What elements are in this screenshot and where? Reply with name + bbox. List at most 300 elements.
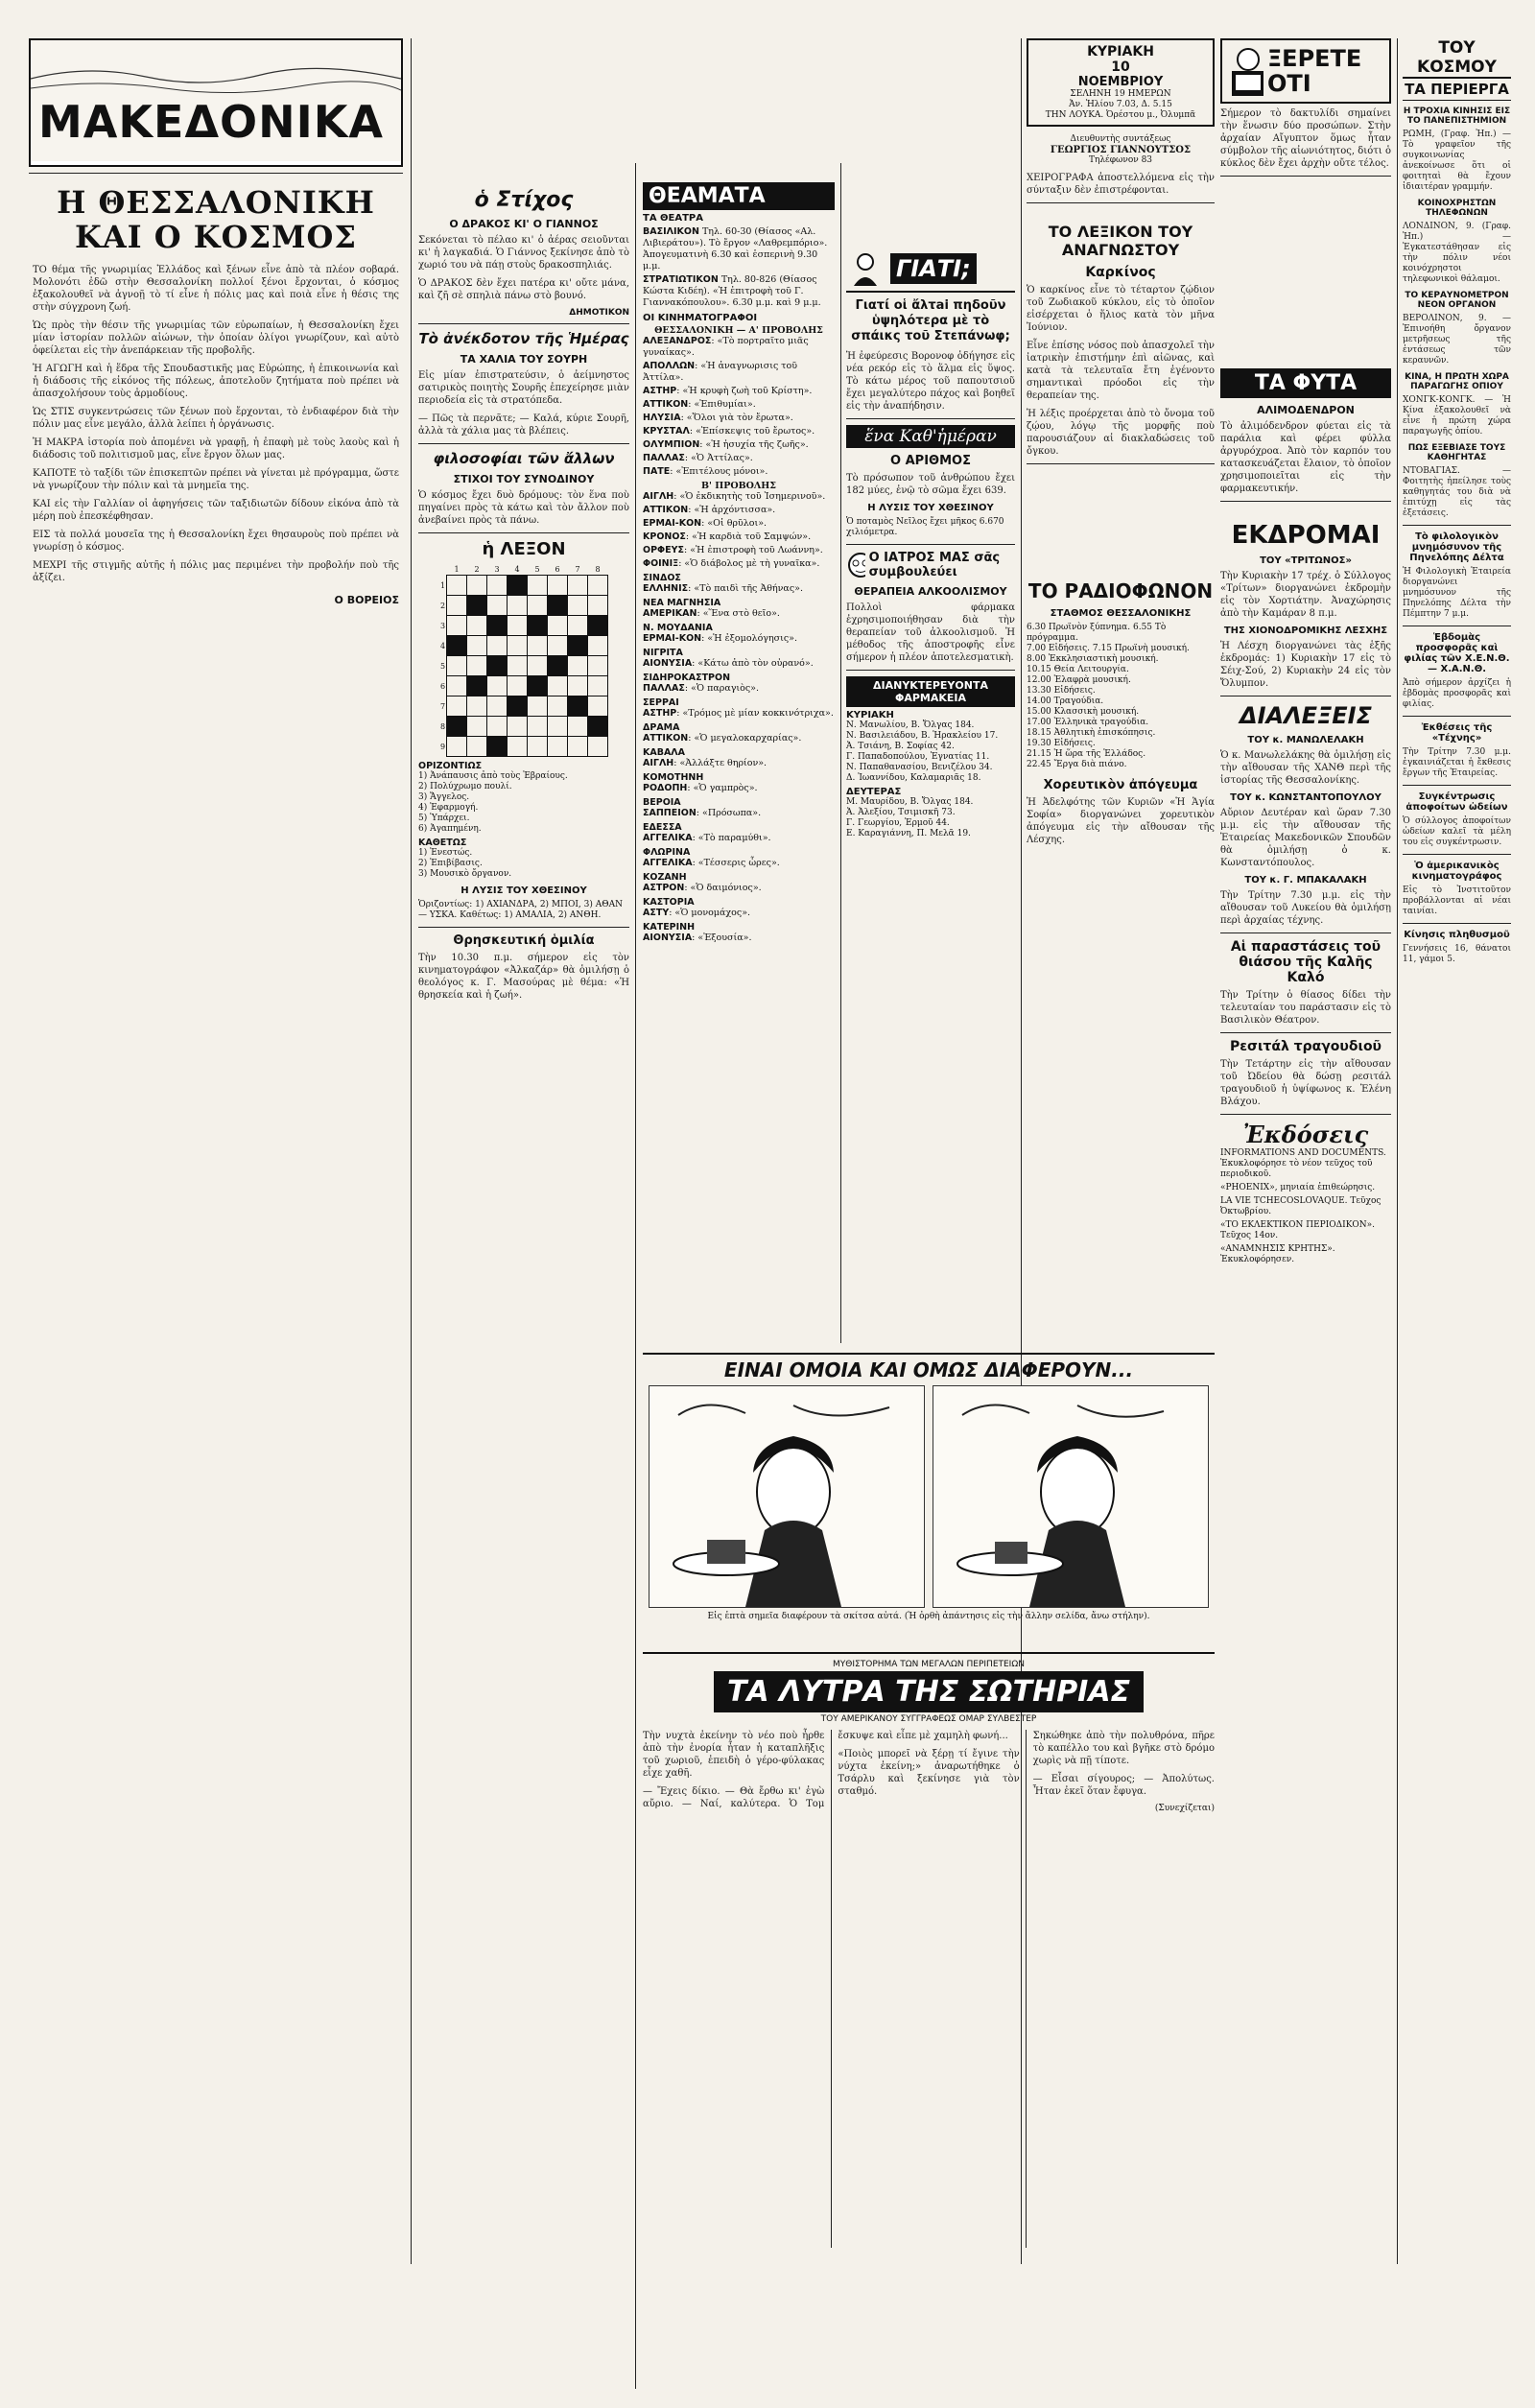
- cinema-entry: [643, 833, 835, 844]
- lecture-head: ΤΟΥ κ. ΜΑΝΩΛΕΛΑΚΗ: [1247, 735, 1364, 745]
- lead-paragraph: ΚΑΙ εἰς τὴν Γαλλίαν οἱ ἀφηγήσεις τῶν ταξιδιωτῶν δίδουν εἰκόνα ἀπὸ τὰ μέρη ποὺ ἐπεσκέφθησαν.: [33, 499, 399, 522]
- crossword-clue: 1) Ἐνεστώς.: [418, 848, 473, 858]
- lead-signature: Ο ΒΟΡΕΙΟΣ: [334, 594, 399, 606]
- crossword-down-title: ΚΑΘΕΤΩΣ: [418, 838, 467, 848]
- radio-program-item: 21.15 Ἡ ὥρα τῆς Ἑλλάδος.: [1027, 749, 1146, 759]
- serial-paragraph: Τὴν νυχτὰ ἐκείνην τὸ νέο ποὺ ἦρθε ἀπὸ τὴν ἐνορία ἦταν ἡ καταπλῆξις τοῦ χωριοῦ, ἐπειδὴ ὁ γέρο-φύλακας εἶχε χαθῆ.: [643, 1731, 825, 1779]
- cinema-name: ΕΛΛΗΝΙΣ: [643, 583, 689, 594]
- crossword-cell[interactable]: [508, 616, 528, 636]
- cinema-entry: [643, 783, 835, 794]
- crossword-col-number: 1: [454, 564, 460, 574]
- dance-text: Ἡ Ἀδελφότης τῶν Κυριῶν «Ἡ Ἁγία Σοφία» διοργανώνει χορευτικὸν ἀπόγευμα εἰς τὴν αἴθουσαν τῆς Λέσχης.: [1027, 797, 1215, 845]
- cinema-film: : «Ἐξουσία».: [692, 933, 752, 943]
- pharmacy-entry: Γ. Παπαδοπούλου, Ἐγνατίας 11.: [846, 752, 990, 762]
- publication-item: LA VIE TCHECOSLOVAQUE. Τεῦχος Ὀκτωβρίου.: [1220, 1196, 1382, 1216]
- cinema-name: ΣΑΠΠΕΙΟΝ: [643, 808, 697, 818]
- crossword-cell[interactable]: [508, 596, 528, 616]
- crossword-block: [528, 616, 548, 636]
- number-text: Τὸ πρόσωπον τοῦ ἀνθρώπου ἔχει 182 μύες, ἐνῷ τὸ σῶμα ἔχει 639.: [846, 473, 1015, 496]
- crossword-cell[interactable]: [487, 576, 508, 596]
- cinema-entry: ΦΟΙΝΙΞ: «Ὁ διάβολος μὲ τὴ γυναῖκα».: [643, 558, 820, 569]
- crossword-clue: 6) Ἀγαπημένη.: [418, 824, 482, 834]
- cinema-entry: [643, 908, 835, 919]
- recital-title: Ρεσιτάλ τραγουδιοῦ: [1229, 1039, 1382, 1054]
- woman-with-table-icon: [649, 1386, 924, 1607]
- cinema-name: ΑΤΤΙΚΟΝ: [643, 505, 689, 515]
- lead-body: [29, 264, 403, 606]
- spot-illustration-right: [933, 1385, 1209, 1608]
- number-solution: Ὁ ποταμὸς Νεῖλος ἔχει μῆκος 6.670 χιλιόμετρα.: [846, 517, 1004, 537]
- crossword-block: [467, 596, 487, 616]
- world-text: ΝΤΟΒΑΓΙΑΣ. — Φοιτητὴς ἠπείλησε τοὺς καθηγητάς του διὰ νὰ ἐπιτύχῃ εἰς τὰς ἐξετάσεις.: [1403, 466, 1511, 518]
- publication-item: INFORMATIONS AND DOCUMENTS. Ἐκυκλοφόρησε τὸ νέον τεῦχος τοῦ περιοδικοῦ.: [1220, 1148, 1386, 1179]
- cinema-entry: ΚΡΟΝΟΣ: «Ἡ καρδιὰ τοῦ Σαμψών».: [643, 531, 812, 542]
- theatre-entry: [643, 226, 835, 272]
- serial-paragraph: Σηκώθηκε ἀπὸ τὴν πολυθρόνα, πῆρε τὸ καπέλλο του καὶ βγῆκε στὸ δρόμο χωρὶς νὰ πῇ τίποτε.: [1032, 1731, 1215, 1766]
- radio-program-item: 12.00 Ἑλαφρὰ μουσική.: [1027, 675, 1131, 685]
- crossword-cell[interactable]: [528, 696, 548, 717]
- crossword-cell[interactable]: [568, 676, 588, 696]
- cinema-name: ΑΤΤΙΚΟΝ: [643, 733, 689, 744]
- date-box: [1027, 38, 1215, 127]
- crossword-block: [548, 596, 568, 616]
- crossword-cell[interactable]: [487, 596, 508, 616]
- cinema-name: ΠΑΛΛΑΣ: [643, 683, 685, 694]
- crossword-cell[interactable]: [467, 656, 487, 676]
- serial-kicker: ΜΥΘΙΣΤΟΡΗΜΑ ΤΩΝ ΜΕΓΑΛΩΝ ΠΕΡΙΠΕΤΕΙΩΝ: [833, 1660, 1025, 1669]
- crossword-row-number: 8: [439, 721, 446, 731]
- doctor-header: [846, 551, 1015, 579]
- lexicon-title: ΤΟ ΛΕΞΙΚΟΝ ΤΟΥ ΑΝΑΓΝΩΣΤΟΥ: [1048, 223, 1193, 259]
- you-know-header: [1220, 38, 1391, 104]
- lecture-text: Αὔριον Δευτέραν καὶ ὥραν 7.30 μ.μ. εἰς τὴν αἴθουσαν τῆς Ἑταιρείας Μακεδονικῶν Σπουδῶν θὰ ὁμιλήσῃ ὁ κ. Κωνσταντόπουλος.: [1220, 808, 1391, 868]
- cinema-film: «Ὅλοι γιὰ τὸν ἔρωτα».: [686, 413, 793, 423]
- crossword-block: [487, 616, 508, 636]
- cinema-group-head: ΘΕΣΣΑΛΟΝΙΚΗ — Α' ΠΡΟΒΟΛΗΣ: [654, 325, 823, 336]
- director-block: [1027, 134, 1215, 166]
- cinema-entry: [643, 733, 835, 744]
- crossword-cell[interactable]: [548, 737, 568, 757]
- pharmacy-entry: Δ. Ἰωαννίδου, Καλαμαριᾶς 18.: [846, 773, 981, 783]
- crossword-block: [568, 696, 588, 717]
- theatre-name: ΒΑΣΙΛΙΚΟΝ: [643, 226, 699, 237]
- doctor-subtitle: ΘΕΡΑΠΕΙΑ ΑΛΚΟΟΛΙΣΜΟΥ: [854, 585, 1007, 598]
- cinema-entry: [643, 583, 835, 595]
- crossword-row-number: 4: [439, 641, 446, 650]
- crossword-cell[interactable]: [588, 656, 608, 676]
- cinema-film: : «Ὁ μονομάχος».: [669, 908, 751, 918]
- cinema-entry: ΕΡΜΑΙ-ΚΟΝ: «Οἱ θρῦλοι».: [643, 518, 768, 529]
- cinema-film: «Ἡ ἀρχόντισσα».: [694, 505, 776, 515]
- crossword-clue: 4) Ἐφαρμογή.: [418, 803, 479, 813]
- excursion-org: ΤΗΣ ΧΙΟΝΟΔΡΟΜΙΚΗΣ ΛΕΣΧΗΣ: [1223, 626, 1388, 636]
- misc-column: [1220, 38, 1391, 1268]
- crossword-block: [467, 676, 487, 696]
- lexicon-subtitle: Καρκίνος: [1085, 265, 1156, 280]
- number-solution-title: Η ΛΥΣΙΣ ΤΟΥ ΧΘΕΣΙΝΟΥ: [867, 503, 994, 513]
- crossword-cell[interactable]: [447, 576, 467, 596]
- cinema-film: «Ὁ ἐκδικητὴς τοῦ Ἰσημερινοῦ».: [679, 491, 826, 502]
- cinema-name: ΡΟΔΟΠΗ: [643, 783, 688, 793]
- cinema-film: : «Τὸ παιδὶ τῆς Ἀθήνας».: [688, 583, 803, 594]
- crossword-cell[interactable]: [467, 737, 487, 757]
- crossword-block: [528, 676, 548, 696]
- cinema-name: ΦΟΙΝΙΞ: [643, 558, 679, 569]
- date-month: ΝΟΕΜΒΡΙΟΥ: [1077, 75, 1164, 89]
- cinema-entry: [643, 658, 835, 670]
- crossword-cell[interactable]: [528, 636, 548, 656]
- town-head: ΦΛΩΡΙΝΑ: [643, 847, 691, 858]
- lead-paragraph: Ὡς ΣΤΙΣ συγκεντρώσεις τῶν ξένων ποὺ ἔρχονται, τὸ ἐνδιαφέρον διὰ τὴν πόλιν μας εἶνε μεγάλο, ἀλλὰ λείπει ἡ ὀργάνωσις.: [33, 407, 399, 430]
- cinema-name: ΑΤΤΙΚΟΝ: [643, 399, 689, 410]
- crossword-row-number: 3: [439, 621, 446, 630]
- cinema-entry: ΑΙΓΛΗ: «Ὁ ἐκδικητὴς τοῦ Ἰσημερινοῦ».: [643, 491, 826, 502]
- radio-program-item: 14.00 Τραγούδια.: [1027, 696, 1104, 706]
- crossword-cell[interactable]: [528, 656, 548, 676]
- crossword-cell[interactable]: [568, 717, 588, 737]
- crossword-cell[interactable]: [447, 616, 467, 636]
- manuscripts-note: ΧΕΙΡΟΓΡΑΦΑ ἀποστελλόμενα εἰς τὴν σύνταξιν δὲν ἐπιστρέφονται.: [1027, 173, 1215, 196]
- crossword-title: ἡ ΛΕΞΟΝ: [482, 539, 566, 559]
- lectures-title: ΔΙΑΛΕΞΕΙΣ: [1240, 702, 1372, 729]
- cinema-film: : «Ἀλλάξτε θηρίον».: [673, 758, 768, 768]
- theatre-entry: [643, 274, 835, 309]
- note-title: Συγκέντρωσις ἀποφοίτων ὠδείων: [1405, 791, 1508, 813]
- philosophy-title: φιλοσοφίαι τῶν ἄλλων: [433, 450, 615, 467]
- pharmacy-entry: Ἀ. Ἀλεξίου, Τσιμισκῆ 73.: [846, 808, 956, 817]
- cinema-entry: [643, 883, 835, 894]
- cinema-name: ΕΡΜΑΙ-ΚΟΝ: [643, 633, 702, 644]
- crossword-cell[interactable]: [487, 636, 508, 656]
- pharmacy-entry: Γ. Γεωργίου, Ἑρμοῦ 44.: [846, 818, 950, 828]
- director-line: Διευθυντὴς συντάξεως: [1070, 134, 1171, 144]
- you-know-text: Σήμερον τὸ δακτυλίδι σημαίνει τὴν ἕνωσιν δύο προσώπων. Στὴν ἀρχαίαν Αἴγυπτον ὅμως ἦταν σύμβολον τῆς αἰωνιότητος, διότι ὁ κύκλος δὲν ἔχει ἀρχὴν οὔτε τέλος.: [1220, 108, 1391, 169]
- stichos-column: [418, 182, 629, 2408]
- cinema-name: ΑΛΕΞΑΝΔΡΟΣ: [643, 336, 712, 346]
- anecdote-subtitle: ΤΑ ΧΑΛΙΑ ΤΟΥ ΣΟΥΡΗ: [460, 353, 588, 366]
- crossword-cell[interactable]: [487, 696, 508, 717]
- pharmacies-title: ΔΙΑΝΥΚΤΕΡΕΥΟΝΤΑ ΦΑΡΜΑΚΕΙΑ: [846, 676, 1015, 707]
- crossword-cell[interactable]: [568, 656, 588, 676]
- cinema-entry: [643, 708, 835, 720]
- leaves-title: ΤΑ ΦΥΤΑ: [1220, 368, 1391, 398]
- cinema-film: : «Ὁ μεγαλοκαρχαρίας».: [688, 733, 802, 744]
- crossword-cell[interactable]: [508, 737, 528, 757]
- pharmacy-entry: Ν. Μανωλίου, Β. Ὄλγας 184.: [846, 720, 975, 730]
- excursion-text: Τὴν Κυριακὴν 17 τρέχ. ὁ Σύλλογος «Τρίτων» διοργανώνει ἐκδρομὴν εἰς τὸν Χορτιάτην. Ἀναχώρησις ἀπὸ τὴν Καμάραν 8 π.μ.: [1220, 571, 1391, 619]
- date-number: 10: [1111, 59, 1130, 75]
- column-rule: [840, 163, 841, 1343]
- excursion-org: ΤΟΥ «ΤΡΙΤΩΝΟΣ»: [1260, 555, 1352, 566]
- cinema-entry: [643, 933, 835, 944]
- anecdote-paragraph: Εἰς μίαν ἐπιστρατεύσιν, ὁ ἀείμνηστος σατιρικὸς ποιητὴς Σουρῆς ἐπεχείρησε μιὰν περιοδεία εἰς τὰ στρατόπεδα.: [418, 370, 629, 406]
- town-head: ΚΑΤΕΡΙΝΗ: [643, 922, 696, 933]
- cinema-film: : «Τέσσερις ὧρες».: [692, 858, 780, 868]
- leaves-subtitle: ΑΛΙΜΟΔΕΝΔΡΟΝ: [1257, 404, 1355, 416]
- paintings-text: Τὴν Τρίτην ὁ θίασος δίδει τὴν τελευταίαν του παράστασιν εἰς τὸ Βασιλικὸν Θέατρον.: [1220, 990, 1391, 1026]
- cinema-entry: ΠΑΛΛΑΣ: «Ὁ Ἀττίλας».: [643, 453, 753, 463]
- crossword-block: [447, 717, 467, 737]
- cinema-film: : «Πρόσωπα».: [696, 808, 762, 818]
- cinema-name: ΠΑΤΕ: [643, 466, 671, 477]
- crossword-col-header: [439, 563, 608, 576]
- pharmacy-entry: Ν. Παπαθανασίου, Βενιζέλου 34.: [846, 763, 993, 772]
- crossword-cell[interactable]: [447, 696, 467, 717]
- serial-author: ΤΟΥ ΑΜΕΡΙΚΑΝΟΥ ΣΥΓΓΡΑΦΕΩΣ ΟΜΑΡ ΣΥΛΒΕΣΤΕΡ: [820, 1714, 1037, 1724]
- woman-with-table-icon: [933, 1386, 1208, 1607]
- crossword-cell[interactable]: [447, 737, 467, 757]
- crossword-col-number: 5: [534, 564, 540, 574]
- cinema-film: : «Τὸ παραμύθι».: [692, 833, 771, 843]
- radio-title: ΤΟ ΡΑΔΙΟΦΩΝΟΝ: [1027, 579, 1214, 602]
- crossword-grid: [439, 563, 608, 757]
- radio-program-item: 6.30 Πρωϊνὸν ξύπνημα. 6.55 Τὸ πρόγραμμα.: [1027, 623, 1167, 643]
- number-subtitle: Ο ΑΡΙΘΜΟΣ: [890, 454, 971, 468]
- crossword-cell[interactable]: [508, 636, 528, 656]
- lead-paragraph: Ἡ ΜΑΚΡΑ ἱστορία ποὺ ἀπομένει νὰ γραφῇ, ἡ ἐπαφὴ μὲ τοὺς λαοὺς καὶ ἡ διάδοσις τοῦ πολιτισμοῦ μας, εἶνε ἔργον ὅλων μας.: [33, 437, 399, 460]
- note-title: Ὁ ἀμερικανικὸς κινηματογράφος: [1411, 861, 1502, 882]
- world-subtitle: ΤΑ ΠΕΡΙΕΡΓΑ: [1403, 79, 1511, 101]
- publication-item: «PHOENIX», μηνιαία ἐπιθεώρησις.: [1220, 1183, 1376, 1192]
- crossword-col-number: 2: [474, 564, 480, 574]
- cinema-name: ΑΠΟΛΛΩΝ: [643, 361, 696, 371]
- crossword-cell[interactable]: [548, 696, 568, 717]
- crossword-col-number: 3: [494, 564, 500, 574]
- radio-station: ΣΤΑΘΜΟΣ ΘΕΣΣΑΛΟΝΙΚΗΣ: [1050, 608, 1192, 619]
- crossword-col-number: 4: [514, 564, 520, 574]
- cinema-name: ΑΙΟΝΥΣΙΑ: [643, 658, 693, 669]
- right-notes: [1403, 525, 1511, 965]
- cinema-name: ΗΛΥΣΙΑ: [643, 413, 681, 423]
- crossword-cell[interactable]: [588, 737, 608, 757]
- serial-banner: [643, 1671, 1215, 1712]
- crossword-cell[interactable]: [508, 676, 528, 696]
- cinema-name: ΑΣΤΥ: [643, 908, 670, 918]
- publication-item: «ΤΟ ΕΚΛΕΚΤΙΚΟΝ ΠΕΡΙΟΔΙΚΟΝ». Τεῦχος 14ον.: [1220, 1220, 1376, 1240]
- world-text: ΛΟΝΔΙΝΟΝ, 9. (Γραφ. Ἠπ.) — Ἐγκατεστάθησαν εἰς τὴν πόλιν νέοι κοινόχρηστοι τηλεφωνικοὶ θάλαμοι.: [1403, 222, 1511, 284]
- cinema-name: ΑΣΤΡΟΝ: [643, 883, 685, 893]
- cinema-film: «Οἱ θρῦλοι».: [707, 518, 768, 529]
- cinema-name: ΠΑΛΛΑΣ: [643, 453, 685, 463]
- section-rule: [1403, 854, 1511, 855]
- cinema-film: «Ἡ ἐπιστροφὴ τοῦ Λωάννη».: [690, 545, 823, 555]
- crossword-block: [487, 656, 508, 676]
- date-day: ΚΥΡΙΑΚΗ: [1087, 44, 1154, 59]
- town-head: ΣΙΝΔΟΣ: [643, 573, 681, 583]
- cinema-name: ΑΓΓΕΛΙΚΑ: [643, 833, 693, 843]
- crossword-cell[interactable]: [528, 717, 548, 737]
- crossword-block: [588, 616, 608, 636]
- cinema-entry: [643, 758, 835, 769]
- sun-times: Ἀν. Ἡλίου 7.03, Δ. 5.15: [1069, 100, 1172, 109]
- director-name: ΓΕΩΡΓΙΟΣ ΓΙΑΝΝΟΥΤΣΟΣ: [1050, 145, 1192, 155]
- recital-text: Τὴν Τετάρτην εἰς τὴν αἴθουσαν τοῦ Ὠδείου θὰ δώσῃ ρεσιτάλ τραγουδιοῦ ἡ ὑψίφωνος κ. Ἑλένη Βλάχου.: [1220, 1059, 1391, 1107]
- crossword-solution-title: Η ΛΥΣΙΣ ΤΟΥ ΧΘΕΣΙΝΟΥ: [460, 885, 587, 896]
- leaves-text: Τὸ ἀλιμόδενδρον φύεται εἰς τὰ παράλια καὶ φέρει φύλλα ἀργυρόχροα. Ἀπὸ τὸν καρπόν του κατασκευάζεται ἔλαιον, τὸ ὁποῖον χρησιμοποιεῖται εἰς τὴν φαρμακευτικήν.: [1220, 421, 1391, 494]
- why-text: Ἡ ἐφεύρεσις Βορονοφ ὁδήγησε εἰς νέα ρεκόρ εἰς τὸ ἅλμα εἰς ὕψος. Τὸ κάτω μέρος τοῦ παπουτσιοῦ ἔχει μεγαλύτερο πάχος καὶ βοηθεῖ εἰς τὴν ἀναπήδησιν.: [846, 351, 1015, 412]
- newspaper-page: [29, 38, 1511, 2264]
- excursion-title: ΕΚΔΡΟΜΑΙ: [1231, 521, 1381, 550]
- cinema-film: : «Ὁ παραγιὸς».: [684, 683, 760, 694]
- crossword-cell[interactable]: [467, 616, 487, 636]
- doctor-face-icon: [846, 551, 865, 579]
- crossword-cell[interactable]: [447, 596, 467, 616]
- note-text: Ἡ Φιλολογικὴ Ἑταιρεία διοργανώνει μνημόσυνον τῆς Πηνελόπης Δέλτα τὴν Πέμπτην 7 μ.μ.: [1403, 567, 1511, 619]
- crossword-cell[interactable]: [548, 676, 568, 696]
- world-head: Η ΤΡΟΧΙΑ ΚΙΝΗΣΙΣ ΕΙΣ ΤΟ ΠΑΝΕΠΙΣΤΗΜΙΟΝ: [1403, 106, 1511, 126]
- crossword-cell[interactable]: [568, 596, 588, 616]
- column-rule: [411, 38, 412, 2264]
- cinema-entry: [643, 858, 835, 869]
- crossword-block: [568, 636, 588, 656]
- crossword-clue: 5) Ὑπάρχει.: [418, 814, 470, 823]
- cinema-film: : «Ἕνα στὸ θεῖο».: [697, 608, 780, 619]
- anecdote-paragraph: — Πῶς τὰ περνᾶτε; — Καλά, κύριε Σουρῆ, ἀλλὰ τὰ χάλια μας τὰ βλέπεις.: [418, 413, 629, 437]
- cinema-film: «Ὁ διάβολος μὲ τὴ γυναῖκα».: [684, 558, 820, 569]
- note-text: Ὁ σύλλογος ἀποφοίτων ὠδείων καλεῖ τὰ μέλη του εἰς συγκέντρωσιν.: [1403, 816, 1511, 847]
- note-text: Τὴν Τρίτην 7.30 μ.μ. ἐγκαινιάζεται ἡ ἔκθεσις ἔργων τῆς Ἑταιρείας.: [1403, 747, 1511, 778]
- radio-program-item: 13.30 Εἰδήσεις.: [1027, 686, 1096, 696]
- town-head: ΝΙΓΡΙΤΑ: [643, 648, 683, 658]
- cinema-film: «Τὸ πορτραῖτο μιᾶς γυναίκας».: [643, 336, 809, 358]
- world-head: ΚΙΝΑ, Η ΠΡΩΤΗ ΧΩΡΑ ΠΑΡΑΓΩΓΗΣ ΟΠΙΟΥ: [1405, 372, 1509, 391]
- why-question: Γιατί οἱ ἄλτai πηδοῦν ὑψηλότερα μὲ τὸ σπάικς τοῦ Στεπάνωφ;: [851, 298, 1010, 343]
- spot-title: ΕΙΝΑΙ ΟΜΟΙΑ ΚΑΙ ΟΜΩΣ ΔΙΑΦΕΡΟΥΝ...: [723, 1358, 1134, 1381]
- number-title: ἕνα Καθ'ἡμέραν: [846, 425, 1015, 448]
- world-head: ΤΟ ΚΕΡΑΥΝΟΜΕΤΡΟΝ ΝΕΟΝ ΟΡΓΑΝΟΝ: [1405, 291, 1509, 310]
- crossword-cell[interactable]: [588, 696, 608, 717]
- cinema-name: ΟΛΥΜΠΙΟΝ: [643, 439, 700, 450]
- radio-program-item: 7.00 Εἰδήσεις. 7.15 Πρωϊνὴ μουσική.: [1027, 644, 1190, 653]
- crossword-cell[interactable]: [548, 636, 568, 656]
- cinema-entry: ΚΡΥΣΤΑΛ: «Ἐπίσκεψις τοῦ ἔρωτος».: [643, 426, 815, 437]
- note-title: Ἐκθέσεις τῆς «Τέχνης»: [1421, 722, 1493, 744]
- cinema-film: : «Ὁ γαμπρὸς».: [687, 783, 758, 793]
- crossword-block: [588, 717, 608, 737]
- publication-item: «ΑΝΑΜΝΗΣΙΣ ΚΡΗΤΗΣ». Ἐκυκλοφόρησεν.: [1220, 1244, 1335, 1264]
- lecture-text: Τὴν Τρίτην 7.30 μ.μ. εἰς τὴν αἴθουσαν τοῦ Λυκείου θὰ ὁμιλήσῃ περὶ ἀρχαίας τέχνης.: [1220, 890, 1391, 926]
- cinema-film: «Ἡ κρυφὴ ζωὴ τοῦ Κρίστη».: [682, 386, 813, 396]
- note-text: Εἰς τὸ Ἰνστιτοῦτον προβάλλονται αἱ νέαι ταινίαι.: [1403, 885, 1511, 916]
- doctor-title: Ο ΙΑΤΡΟΣ ΜΑΣ σᾶς συμβουλεύει: [868, 551, 1001, 579]
- lead-paragraph: ΤΟ θέμα τῆς γνωριμίας Ἑλλάδος καὶ ξένων εἶνε ἀπὸ τὰ πλέον σοβαρά. Μολονότι ἐδῶ στὴν Θεσσαλονίκη πολλοί ξένοι ἔρχονται, ὁ κόσμος ἐξακολουθεῖ νὰ ἀγνοῇ τὸ τί εἶνε ἡ πόλις μας καὶ ποιὰ εἶνε ἡ θέσις της στὴν σύγχρονη ζωή.: [33, 265, 399, 313]
- crossword-cell[interactable]: [467, 696, 487, 717]
- info-column: [1027, 38, 1215, 852]
- serial-title: ΤΑ ΛΥΤΡΑ ΤΗΣ ΣΩΤΗΡΙΑΣ: [714, 1671, 1144, 1712]
- cinema-name: ΚΡΟΝΟΣ: [643, 531, 686, 542]
- serial: [643, 1660, 1215, 2264]
- publications-title: Ἐκδόσεις: [1242, 1121, 1369, 1148]
- cinema-film: «Ὁ Ἀττίλας».: [691, 453, 753, 463]
- crossword-cell[interactable]: [467, 636, 487, 656]
- speaker-figure-icon: [846, 249, 885, 288]
- lead-paragraph: ΕΙΣ τὰ πολλά μουσεῖα της ἡ Θεσσαλονίκη ἔχει θησαυροὺς ποὺ πρέπει νὰ γνωρίσῃ ὁ κόσμος.: [33, 530, 399, 553]
- crossword-cell[interactable]: [447, 656, 467, 676]
- note-title: Κίνησις πληθυσμοῦ: [1404, 930, 1510, 940]
- crossword-cell[interactable]: [528, 576, 548, 596]
- crossword-cell[interactable]: [447, 676, 467, 696]
- cinema-film: «Ἡ καρδιὰ τοῦ Σαμψών».: [692, 531, 812, 542]
- lexicon-paragraph: Εἶνε ἐπίσης νόσος ποὺ ἀπασχολεῖ τὴν ἰατρικὴν ἐπιστήμην ἐπὶ αἰῶνας, καὶ κατὰ τὰ τελευταῖα ἔτη ἐγένοντο σημαντικαὶ πρόοδοι εἰς τὴν θεραπείαν της.: [1027, 341, 1215, 401]
- world-head: ΚΟΙΝΟΧΡΗΣΤΩΝ ΤΗΛΕΦΩΝΩΝ: [1417, 199, 1497, 218]
- town-head: ΣΙΔΗΡΟΚΑΣΤΡΟΝ: [643, 673, 731, 683]
- theatre-text: Τηλ. 60-30 (Θίασος «Αλ. Λιβιεράτου»). Τὸ ἔργον «Λαθρεμπόριο». Ἀπογευματινὴ 6.30 καὶ ἑσπερινὴ 9.30 μ.μ.: [643, 226, 828, 271]
- town-head: ΚΑΣΤΟΡΙΑ: [643, 897, 695, 908]
- cinema-film: «Ἡ ἡσυχία τῆς ζωῆς».: [705, 439, 809, 450]
- cinema-name: ΑΙΓΛΗ: [643, 758, 674, 768]
- excursion-text: Ἡ Λέσχη διοργανώνει τὰς ἑξῆς ἐκδρομάς: 1) Κυριακὴν 17 εἰς τὸ Σέιχ-Σού, 2) Κυριακὴν 24 εἰς τὸν Ὄλυμπον.: [1220, 641, 1391, 689]
- lexicon-paragraph: Ἡ λέξις προέρχεται ἀπὸ τὸ ὄνομα τοῦ ζῴου, λόγῳ τῆς μορφῆς ποὺ παρουσιάζουν αἱ διακλαδώσεις τοῦ ὄγκου.: [1027, 409, 1215, 457]
- crossword-cell[interactable]: [508, 656, 528, 676]
- cinema-film: «Ἐπιτέλους μόνοι».: [675, 466, 768, 477]
- crossword-cell[interactable]: [508, 717, 528, 737]
- crossword-cell[interactable]: [568, 616, 588, 636]
- cinema-name: ΑΓΓΕΛΙΚΑ: [643, 858, 693, 868]
- crossword-clue: 3) Μουσικὸ ὄργανον.: [418, 869, 512, 879]
- cinema-name: ΕΡΜΑΙ-ΚΟΝ: [643, 518, 702, 529]
- town-listings: [643, 573, 835, 944]
- radio-program-item: 18.15 Ἀθλητικὴ ἐπισκόπησις.: [1027, 728, 1156, 738]
- town-head: ΚΟΖΑΝΗ: [643, 872, 687, 883]
- cinema-entry: ΟΡΦΕΥΣ: «Ἡ ἐπιστροφὴ τοῦ Λωάννη».: [643, 545, 823, 555]
- serial-continued: (Συνεχίζεται): [1154, 1804, 1215, 1813]
- theatre-column: [643, 182, 835, 946]
- cinema-entry: ΗΛΥΣΙΑ: «Ὅλοι γιὰ τὸν ἔρωτα».: [643, 413, 793, 423]
- crossword-cell[interactable]: [588, 596, 608, 616]
- town-head: ΣΕΡΡΑΙ: [643, 697, 679, 708]
- cinema-film: «Ἐπιθυμίαι».: [694, 399, 756, 410]
- cinema-entry: [643, 683, 835, 695]
- crossword-cell[interactable]: [487, 717, 508, 737]
- crossword-cell[interactable]: [588, 676, 608, 696]
- town-head: Ν. ΜΟΥΔΑΝΙΑ: [643, 623, 713, 633]
- crossword-cell[interactable]: [568, 576, 588, 596]
- cinema-name: ΟΡΦΕΥΣ: [643, 545, 684, 555]
- crossword-cell[interactable]: [467, 717, 487, 737]
- cinema-entry: ΠΑΤΕ: «Ἐπιτέλους μόνοι».: [643, 466, 768, 477]
- crossword-cell[interactable]: [548, 616, 568, 636]
- cinema-film: «Ἐπίσκεψις τοῦ ἔρωτος».: [696, 426, 815, 437]
- cinema-entry: ΑΤΤΙΚΟΝ: «Ἡ ἀρχόντισσα».: [643, 505, 776, 515]
- theatre-name: ΣΤΡΑΤΙΩΤΙΚΟΝ: [643, 274, 719, 285]
- crossword-cell[interactable]: [467, 576, 487, 596]
- reading-man-icon: [1224, 42, 1263, 100]
- crossword-cell[interactable]: [528, 596, 548, 616]
- spot-illustration-left: [649, 1385, 925, 1608]
- lead-headline: Η ΘΕΣΣΑΛΟΝΙΚΗ ΚΑΙ Ο ΚΟΣΜΟΣ: [57, 184, 375, 255]
- serial-paragraph: «Ποιὸς μπορεῖ νὰ ξέρῃ τί ἔγινε τὴν νύχτα ἐκείνη;» ἀναρωτήθηκε ὁ Τσάρλυ καὶ ξεκίνησε γιὰ τὸν σταθμό.: [838, 1749, 1020, 1797]
- crossword-cell[interactable]: [588, 636, 608, 656]
- crossword-cell[interactable]: [568, 737, 588, 757]
- crossword-cell[interactable]: [548, 717, 568, 737]
- crossword-cell[interactable]: [487, 676, 508, 696]
- spot-difference: [643, 1353, 1215, 1654]
- cinema-film: «Ἡ ἀναγνωρισις τοῦ Ἀττίλα».: [643, 361, 798, 383]
- cinema-entry: [643, 633, 835, 645]
- cinema-film: : «Ὁ δαιμόνιος».: [684, 883, 762, 893]
- crossword-cell[interactable]: [548, 576, 568, 596]
- crossword-cell[interactable]: [588, 576, 608, 596]
- crossword-across-title: ΟΡΙΖΟΝΤΙΩΣ: [418, 761, 483, 771]
- lead-column: [29, 38, 403, 2264]
- pharmacy-entry: Ε. Καραγιάννη, Π. Μελᾶ 19.: [846, 829, 971, 838]
- lecture-head: ΤΟΥ κ. Γ. ΜΠΑΚΑΛΑΚΗ: [1244, 875, 1367, 885]
- world-text: ΒΕΡΟΛΙΝΟΝ, 9. — Ἐπινοήθη ὄργανον μετρῆσεως τῆς ἐντάσεως τῶν κεραυνῶν.: [1403, 314, 1511, 366]
- section-rule: [1403, 525, 1511, 526]
- crossword-cell[interactable]: [528, 737, 548, 757]
- world-column: [1403, 38, 1511, 971]
- crossword-clue: 2) Πολύχρωμο πουλί.: [418, 782, 512, 791]
